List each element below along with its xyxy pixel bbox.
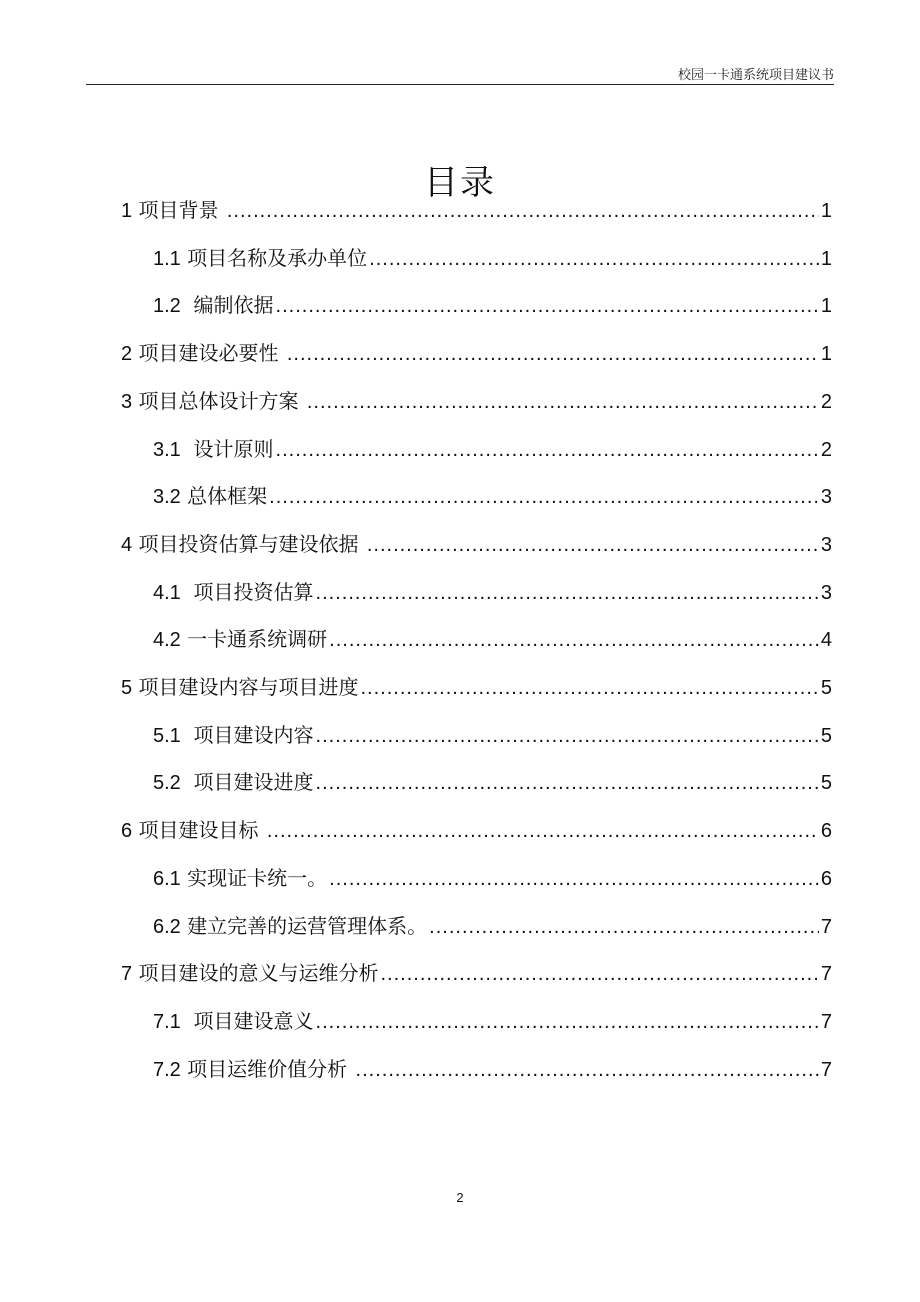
toc-entry-page: 3	[820, 581, 832, 604]
toc-dot-leader	[276, 426, 819, 474]
toc-entry-page: 1	[820, 295, 832, 318]
toc-entry-page: 7	[820, 1058, 832, 1081]
toc-entry-label: 设计原则	[180, 436, 274, 461]
toc-entry-number: 1.2	[153, 295, 181, 318]
toc-entry-label: 实现证卡统一。	[180, 865, 328, 890]
toc-entry-number: 4.1	[153, 581, 181, 604]
toc-entry-page: 7	[820, 963, 832, 986]
toc-entry-label: 项目名称及承办单位	[180, 245, 368, 270]
toc-entry-label: 编制依据	[180, 293, 274, 318]
toc-dot-leader	[369, 235, 819, 283]
toc-entry-page: 5	[820, 724, 832, 747]
toc-entry[interactable]	[121, 949, 832, 997]
toc-dot-leader	[316, 569, 819, 617]
toc-dot-leader	[380, 950, 818, 998]
toc-dot-leader	[360, 664, 818, 712]
toc-entry-page: 7	[820, 915, 832, 938]
toc-entry-label: 总体框架	[180, 484, 268, 509]
toc-entry-number: 7	[121, 963, 133, 986]
toc-entry[interactable]	[153, 758, 832, 806]
toc-dot-leader	[269, 473, 819, 521]
toc-title: 目录	[424, 162, 496, 203]
toc-entry[interactable]	[153, 472, 832, 520]
toc-entry-page: 2	[820, 438, 832, 461]
toc-entry-number: 6.2	[153, 915, 181, 938]
toc-entry-label: 项目建设内容	[180, 722, 314, 747]
toc-entry-label: 项目运维价值分析	[180, 1056, 354, 1081]
toc-entry-page: 7	[820, 1010, 832, 1033]
toc-dot-leader	[367, 521, 819, 569]
toc-entry-number: 5	[121, 677, 133, 699]
toc-entry-label: 项目背景	[132, 198, 225, 222]
toc-entry[interactable]	[121, 806, 832, 854]
toc-dot-leader	[329, 616, 819, 664]
header-rule	[86, 84, 834, 85]
toc-entry-number: 2	[121, 343, 133, 366]
toc-entry[interactable]	[153, 711, 832, 759]
toc-entry-label: 一卡通系统调研	[180, 627, 328, 652]
toc-entry-label: 项目建设的意义与运维分析	[132, 961, 379, 986]
toc-entry-number: 7.1	[153, 1010, 181, 1033]
toc-entry-page: 3	[820, 533, 832, 556]
toc-entry[interactable]	[121, 377, 832, 425]
toc-entry[interactable]	[121, 663, 832, 711]
toc-entry-page: 6	[820, 867, 832, 890]
toc-entry-number: 3.2	[153, 486, 181, 509]
toc-entry[interactable]	[153, 1045, 832, 1093]
toc-entry-page: 1	[820, 200, 832, 222]
toc-dot-leader	[316, 759, 819, 807]
toc-dot-leader	[316, 998, 819, 1046]
toc-entry-page: 2	[820, 390, 832, 413]
page-number: 2	[456, 1190, 464, 1205]
toc-entry-label: 项目建设进度	[180, 770, 314, 795]
toc-entry[interactable]	[153, 854, 832, 902]
toc-dot-leader	[356, 1046, 819, 1094]
toc-entry[interactable]	[121, 329, 832, 377]
toc-entry-number: 1	[121, 200, 133, 222]
toc-entry-label: 项目总体设计方案	[132, 388, 305, 413]
toc-entry[interactable]	[153, 281, 832, 329]
toc-dot-leader	[267, 807, 819, 855]
toc-entry-label: 建立完善的运营管理体系。	[180, 913, 428, 938]
toc-entry-label: 项目投资估算与建设依据	[132, 531, 365, 556]
toc-entry-label: 项目建设内容与项目进度	[132, 675, 359, 699]
toc-entry-number: 5.1	[153, 724, 181, 747]
toc-entry-page: 4	[820, 629, 832, 652]
toc-entry-number: 3	[121, 390, 133, 413]
toc-entry-label: 项目建设目标	[132, 818, 265, 843]
toc-dot-leader	[316, 712, 819, 760]
header-title: 校园一卡通系统项目建议书	[677, 68, 834, 83]
toc-dot-leader	[276, 282, 819, 330]
toc-entry-number: 5.2	[153, 772, 181, 795]
toc-dot-leader	[307, 378, 819, 426]
toc-entry-number: 1.1	[153, 247, 181, 270]
toc-entry-number: 6	[121, 820, 133, 843]
toc-dot-leader	[227, 187, 819, 235]
toc-entry-page: 5	[820, 677, 832, 699]
toc-entry-number: 4.2	[153, 629, 181, 652]
toc-entry-label: 项目投资估算	[180, 579, 314, 604]
toc-entry[interactable]	[121, 186, 832, 234]
toc-entry-label: 项目建设意义	[180, 1008, 314, 1033]
toc-entry-label: 项目建设必要性	[132, 341, 285, 366]
toc-entry-page: 1	[820, 247, 832, 270]
toc-entry[interactable]	[153, 902, 832, 950]
toc-dot-leader	[287, 330, 819, 378]
toc-entry-page: 5	[820, 772, 832, 795]
toc-entry[interactable]	[153, 425, 832, 473]
toc-dot-leader	[429, 903, 819, 951]
toc-entry-number: 3.1	[153, 438, 181, 461]
toc-entry[interactable]	[153, 568, 832, 616]
toc-entry[interactable]	[121, 520, 832, 568]
toc-entry[interactable]	[153, 615, 832, 663]
toc-entry[interactable]	[153, 234, 832, 282]
toc-entry-page: 6	[820, 820, 832, 843]
toc-entry-number: 6.1	[153, 867, 181, 890]
toc-entry[interactable]	[153, 997, 832, 1045]
toc-entry-page: 1	[820, 343, 832, 366]
toc-entry-page: 3	[820, 486, 832, 509]
toc-dot-leader	[329, 855, 819, 903]
toc-entry-number: 7.2	[153, 1058, 181, 1081]
toc-entry-number: 4	[121, 533, 133, 556]
